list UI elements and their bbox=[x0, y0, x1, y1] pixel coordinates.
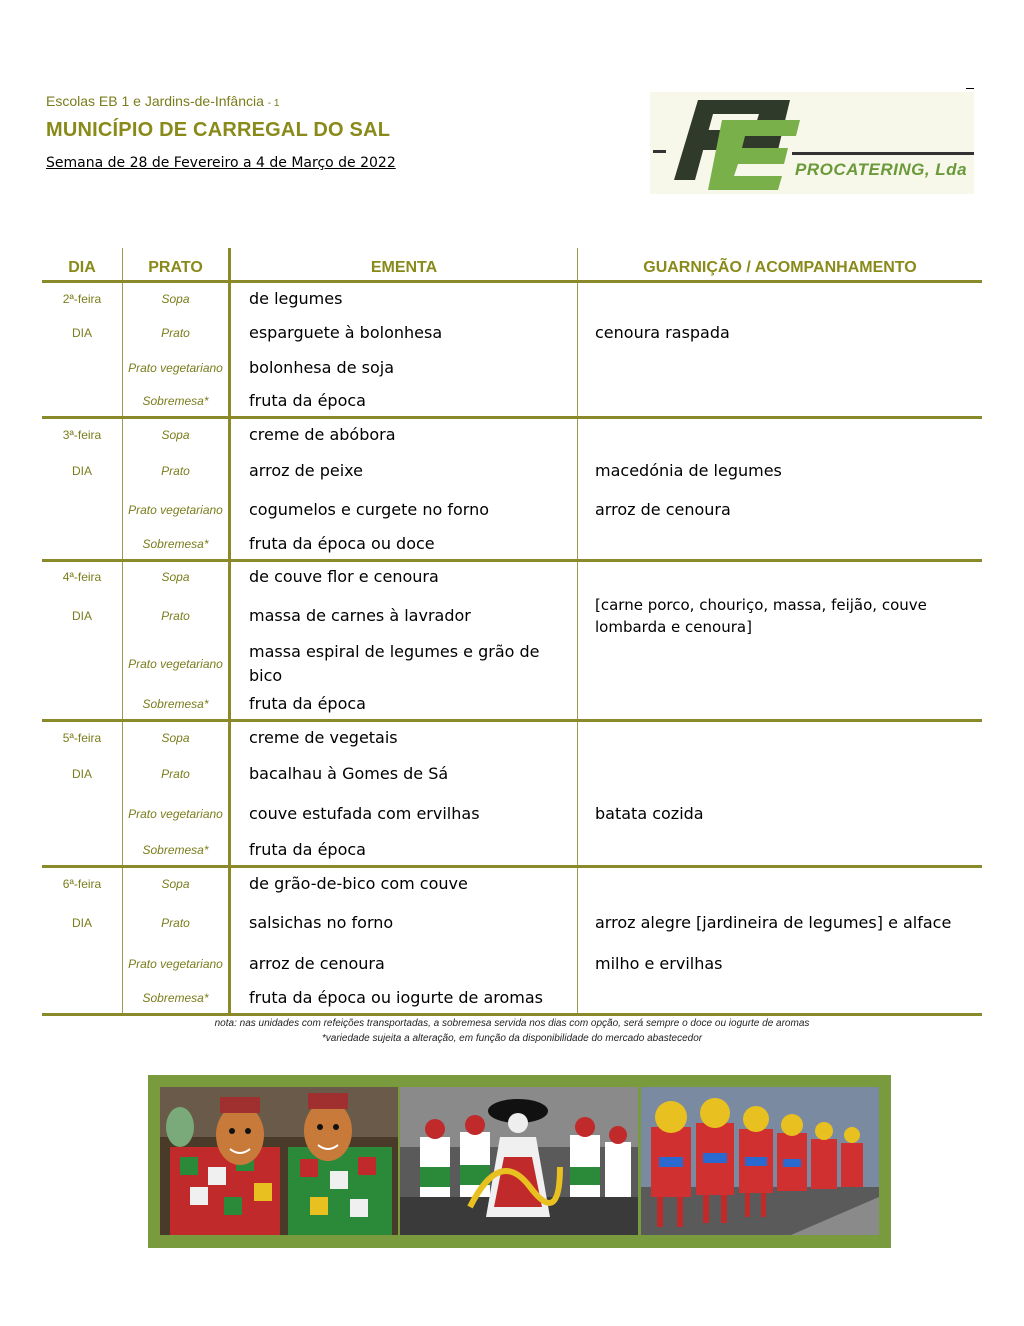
dish: de couve flor e cenoura bbox=[230, 561, 578, 593]
subtitle-suffix: - 1 bbox=[267, 98, 280, 109]
day-label: DIA bbox=[42, 316, 123, 350]
day-label: DIA bbox=[42, 755, 123, 793]
table-header-row bbox=[42, 248, 982, 282]
table-row bbox=[42, 418, 982, 452]
table-row bbox=[42, 793, 982, 835]
course-type: Prato bbox=[123, 755, 230, 793]
header-dia: DIA bbox=[42, 248, 123, 282]
side-dish: [carne porco, chouriço, massa, feijão, couve lombarda e cenoura] bbox=[595, 595, 927, 636]
table-row bbox=[42, 901, 982, 945]
course-type: Prato bbox=[123, 901, 230, 945]
dish: bolonhesa de soja bbox=[230, 350, 578, 386]
course-type: Sobremesa* bbox=[123, 689, 230, 721]
school-subtitle bbox=[46, 93, 279, 109]
carnival-parade-image bbox=[641, 1087, 879, 1235]
table-row bbox=[42, 282, 982, 316]
footnote-variety: *variedade sujeita a alteração, em função da disponibilidade do mercado abastecedor bbox=[321, 1033, 703, 1044]
carnival-banner bbox=[148, 1075, 891, 1248]
table-row bbox=[42, 316, 982, 350]
dish: creme de vegetais bbox=[230, 721, 578, 755]
dish: cogumelos e curgete no forno bbox=[230, 490, 578, 530]
course-type: Prato bbox=[123, 593, 230, 639]
page-title: MUNICÍPIO DE CARREGAL DO SAL bbox=[46, 119, 391, 141]
course-type: Sopa bbox=[123, 561, 230, 593]
carnival-photo-parade bbox=[641, 1087, 879, 1235]
day-name: 3ª-feira bbox=[42, 418, 123, 452]
side-dish: arroz de cenoura bbox=[595, 499, 731, 519]
table-row bbox=[42, 452, 982, 490]
dish: salsichas no forno bbox=[230, 901, 578, 945]
week-range: Semana de 28 de Fevereiro a 4 de Março de 2022 bbox=[46, 155, 396, 171]
course-type: Sopa bbox=[123, 721, 230, 755]
dish: esparguete à bolonhesa bbox=[230, 316, 578, 350]
course-type: Sopa bbox=[123, 418, 230, 452]
dish: fruta da época ou doce bbox=[230, 530, 578, 561]
carnival-dancers-image bbox=[400, 1087, 638, 1235]
side-dish: batata cozida bbox=[595, 803, 704, 823]
course-type: Sobremesa* bbox=[123, 386, 230, 418]
side-dish bbox=[578, 350, 983, 386]
side-dish bbox=[578, 689, 983, 721]
side-dish bbox=[578, 983, 983, 1015]
day-name: 5ª-feira bbox=[42, 721, 123, 755]
table-row bbox=[42, 755, 982, 793]
dish: massa de carnes à lavrador bbox=[230, 593, 578, 639]
table-row bbox=[42, 983, 982, 1015]
course-type: Prato vegetariano bbox=[123, 639, 230, 689]
side-dish bbox=[578, 282, 983, 316]
header-prato: PRATO bbox=[123, 248, 230, 282]
dish: fruta da época ou iogurte de aromas bbox=[230, 983, 578, 1015]
dish: fruta da época bbox=[230, 689, 578, 721]
course-type: Sopa bbox=[123, 282, 230, 316]
dish: arroz de cenoura bbox=[230, 945, 578, 983]
subtitle-text: Escolas EB 1 e Jardins-de-Infância bbox=[46, 93, 264, 109]
table-row bbox=[42, 530, 982, 561]
table-row bbox=[42, 945, 982, 983]
dish: de grão-de-bico com couve bbox=[230, 867, 578, 901]
dish: fruta da época bbox=[230, 835, 578, 867]
table-row bbox=[42, 386, 982, 418]
side-dish bbox=[578, 386, 983, 418]
course-type: Prato vegetariano bbox=[123, 793, 230, 835]
course-type: Prato bbox=[123, 316, 230, 350]
corner-dash bbox=[966, 88, 974, 89]
table-row bbox=[42, 835, 982, 867]
course-type: Prato vegetariano bbox=[123, 945, 230, 983]
day-label: DIA bbox=[42, 452, 123, 490]
day-label: DIA bbox=[42, 901, 123, 945]
course-type: Prato vegetariano bbox=[123, 350, 230, 386]
day-name: 2ª-feira bbox=[42, 282, 123, 316]
table-row bbox=[42, 639, 982, 689]
table-row bbox=[42, 689, 982, 721]
dish: arroz de peixe bbox=[230, 452, 578, 490]
table-row bbox=[42, 490, 982, 530]
table-row bbox=[42, 350, 982, 386]
course-type: Sobremesa* bbox=[123, 530, 230, 561]
footnote: nota: nas unidades com refeições transportadas, a sobremesa servida nos dias com opção, será sempre o doce ou iogurte de aromas bbox=[214, 1018, 810, 1029]
side-dish bbox=[578, 561, 983, 593]
dish: fruta da época bbox=[230, 386, 578, 418]
side-dish bbox=[578, 835, 983, 867]
table-row bbox=[42, 721, 982, 755]
header-guarnicao: GUARNIÇÃO / ACOMPANHAMENTO bbox=[578, 248, 983, 282]
dish: couve estufada com ervilhas bbox=[230, 793, 578, 835]
course-type: Sopa bbox=[123, 867, 230, 901]
day-name: 6ª-feira bbox=[42, 867, 123, 901]
dish: de legumes bbox=[230, 282, 578, 316]
side-dish: cenoura raspada bbox=[595, 322, 730, 342]
course-type: Sobremesa* bbox=[123, 835, 230, 867]
header-ementa: EMENTA bbox=[230, 248, 578, 282]
table-row bbox=[42, 593, 982, 639]
course-type: Sobremesa* bbox=[123, 983, 230, 1015]
course-type: Prato bbox=[123, 452, 230, 490]
side-dish: macedónia de legumes bbox=[595, 460, 782, 480]
carnival-photo-masks bbox=[160, 1087, 398, 1235]
menu-table bbox=[42, 248, 982, 1016]
side-dish bbox=[578, 755, 983, 793]
day-name: 4ª-feira bbox=[42, 561, 123, 593]
dish: bacalhau à Gomes de Sá bbox=[230, 755, 578, 793]
side-dish bbox=[578, 721, 983, 755]
side-dish bbox=[578, 530, 983, 561]
dish: creme de abóbora bbox=[230, 418, 578, 452]
side-dish bbox=[578, 639, 983, 689]
side-dish: arroz alegre [jardineira de legumes] e alface bbox=[595, 912, 952, 932]
logo-text: PROCATERING, Lda bbox=[795, 160, 968, 179]
course-type: Prato vegetariano bbox=[123, 490, 230, 530]
dish: massa espiral de legumes e grão de bico bbox=[230, 639, 578, 689]
side-dish: milho e ervilhas bbox=[595, 953, 723, 973]
side-dish bbox=[578, 867, 983, 901]
table-row bbox=[42, 561, 982, 593]
table-row bbox=[42, 867, 982, 901]
carnival-photo-dancers bbox=[400, 1087, 638, 1235]
carnival-masks-image bbox=[160, 1087, 398, 1235]
day-label: DIA bbox=[42, 593, 123, 639]
side-dish bbox=[578, 418, 983, 452]
